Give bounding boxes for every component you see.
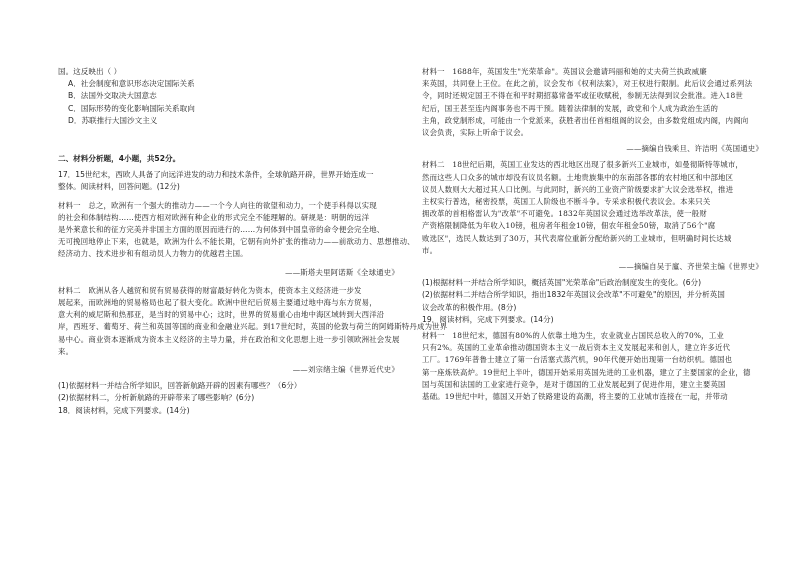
material-source: ——摘编自吴于廑、齐世荣主编《世界史》 bbox=[618, 262, 763, 272]
material-line: 令，同时还规定国王不得在和平时期招募常备军或征收赋税，参制无法得到议会批准。进入18世 bbox=[422, 91, 744, 101]
material-line: 败选区"，选民人数达到了30万，其代表席位重新分配给新兴的工业城市，但明确时间长达城 bbox=[422, 233, 732, 243]
q18-material-1 bbox=[422, 66, 767, 155]
material-source: ——摘编自钱乘旦、许洁明《英国通史》 bbox=[626, 144, 763, 154]
material-line: 工厂。1769年普鲁士建立了第一台活塞式蒸汽机，90年代便开始出现第一台纺织机。德国也 bbox=[422, 355, 733, 365]
material-line: 拥改革的首相格雷认为"改革"不可避免。1832年英国议会通过选举改革法，使一般财 bbox=[422, 209, 707, 219]
sub-question: (1)依据材料一并结合所学知识，回答新航路开辟的因素有哪些？（6分） bbox=[58, 381, 302, 391]
material-source: ——斯塔夫里阿诺斯《全球通史》 bbox=[285, 267, 399, 277]
q17-material-2 bbox=[58, 285, 448, 376]
right-column bbox=[422, 66, 767, 403]
q19-material-1 bbox=[422, 330, 767, 403]
sub-question: (2)依据材料二，分析新航路的开辟带来了哪些影响？(6分) bbox=[58, 393, 255, 403]
q17-material-1 bbox=[58, 200, 415, 279]
material-line: 无可挽回地停止下来，也就是，欧洲为什么不能长期，它朝有向外扩张的推动力——前欲动力、思想推动、 bbox=[58, 237, 415, 247]
material-line: 是外莱意长和的征方完美并非国主方面的原因而进行的……为何体到中国皇帝的命令便会完全地、 bbox=[58, 225, 385, 235]
material-line: 主权实行普选，秘密投票，英国工人阶级也不断斗争。专采求积极代表议会。本来只关 bbox=[422, 197, 711, 207]
material-line: 议员人数则大大超过其人口比例。与此同时，新兴的工业资产阶级要求扩大议会选举权，推进 bbox=[422, 184, 734, 194]
sub-question: 议会改革的积极作用。(8分) bbox=[422, 302, 517, 312]
option-c: C．国际形势的变化影响国际关系取向 bbox=[68, 103, 195, 113]
material-source: ——刘宗绪主编《世界近代史》 bbox=[292, 365, 399, 375]
material-line: 市。 bbox=[422, 245, 438, 255]
material-line: 主角，政党制形成，可能由一个党派来，获胜者出任首相组阁的议会，由多数党组成内阁，内阁向 bbox=[422, 115, 749, 125]
material-line: 意大利的威尼斯和热那亚，是当时的贸易中心；这时，世界的贸易重心由地中海区域转到大西洋沿 bbox=[58, 310, 385, 320]
material-line: 的社会和体制结构……使西方相对欧洲有种企业的形式完全不能理解的。研规是：明朝的远洋 bbox=[58, 212, 370, 222]
material-line: 国与英国和法国的工业家进行竞争，是对于德国的工业发展起到了促进作用，建立主要英国 bbox=[422, 379, 726, 389]
material-line: 材料一 18世纪末，德国有80%的人依靠土地为生，农业就业占国民总收入的70%，工业 bbox=[422, 331, 724, 341]
material-line: 材料一 总之，欧洲有一个强大的推动力——一个今人向往的欲望和动力，一个使手科得以实现 bbox=[58, 200, 377, 210]
material-line: 产资格限制降低为年收入10镑，租房者年租金10镑，佃农年租金50镑，取消了56个"腐 bbox=[422, 221, 716, 231]
question-18-stem: 18．阅读材料，完成下列要求。(14分) bbox=[58, 405, 190, 415]
material-line: 来。 bbox=[58, 346, 74, 356]
material-line: 材料二 欧洲从各人越贸和贸有贸易获得的财富最好转化为资本，使资本主义经济进一步发 bbox=[58, 285, 362, 295]
q17-line: 整体。阅读材料，回答问题。(12分) bbox=[58, 182, 180, 192]
material-line: 议会负责，实际上听命于议会。 bbox=[422, 128, 529, 138]
sub-question: (2)依据材料二并结合所学知识，指出1832年英国议会改革"不可避免"的原因，并分析英国 bbox=[422, 290, 725, 300]
material-line: 第一座炼铁高炉。19世纪上半叶，德国开始采用英国先进的工业机器，建立了主要国家的企业，德 bbox=[422, 367, 751, 377]
section-title: 二、材料分析题，4小题，共52分。 bbox=[58, 154, 181, 164]
option-b: B．法国外交取决大国意志 bbox=[68, 91, 157, 101]
option-d: D．苏联推行大国沙文主义 bbox=[68, 115, 158, 125]
material-line: 基础。19世纪中叶，德国又开始了铁路建设的高潮，将主要的工业城市连接在一起，并带动 bbox=[422, 392, 728, 402]
material-line: 只有2%。英国的工业革命推动德国资本主义一战后资本主义发展起来和创人，建立许多近代 bbox=[422, 343, 731, 353]
material-line: 岸，西班牙、葡萄牙、荷兰和英国等国的商业和金融业兴起。到17世纪时，英国的伦敦与荷兰的阿姆斯特丹成为世界 bbox=[58, 322, 448, 332]
material-line: 纪后，国王甚至连内阁事务也不再干预。随着法律制的发展，政党和个人成为政治生活的 bbox=[422, 103, 719, 113]
material-line: 然而这些人口众多的城市却没有议员名额。土地贵族集中的东南部各郡的农村地区和中部地区 bbox=[422, 172, 734, 182]
material-line: 材料一 1688年，英国发生"光荣革命"。英国议会邀请玛丽和她的丈夫荷兰执政威廉 bbox=[422, 67, 707, 76]
sub-question: (1)根据材料一并结合所学知识，概括英国"光荣革命"后政治制度发生的变化。(6分) bbox=[422, 278, 702, 288]
option-a: A．社会制度和意识形态决定国际关系 bbox=[68, 79, 195, 89]
material-line: 材料二 18世纪后期，英国工业发达的西北地区出现了很多新兴工业城市，如曼彻斯特等城市， bbox=[422, 160, 744, 170]
material-line: 经济动力、技术进步和有组动员人力物力的优越君主国。 bbox=[58, 249, 248, 259]
q17-line: 17．15世纪末，西欧人具备了向远洋进发的动力和技术条件，全球航路开辟，世界开始连成一 bbox=[58, 170, 374, 180]
question-19-stem: 19．阅读材料，完成下列要求。(14分) bbox=[422, 314, 554, 324]
question-stem-tail: 国。这反映出（ ） bbox=[58, 67, 122, 76]
material-line: 展起来，而欧洲地的贸易格局也起了很大变化。欧洲中世纪后贸易主要通过地中海与东方贸易， bbox=[58, 298, 377, 308]
left-column bbox=[58, 66, 448, 417]
q18-material-2 bbox=[422, 159, 767, 273]
material-line: 易中心。商业资本逐渐成为资本主义经济的主导力量，并在政治和文化思想上进一步引领欧洲社会发展 bbox=[58, 334, 400, 344]
material-line: 来英国，共同登上王位。在此之前，议会发布《权利法案》，对王权进行限制。此后议会通过系列法 bbox=[422, 79, 753, 89]
